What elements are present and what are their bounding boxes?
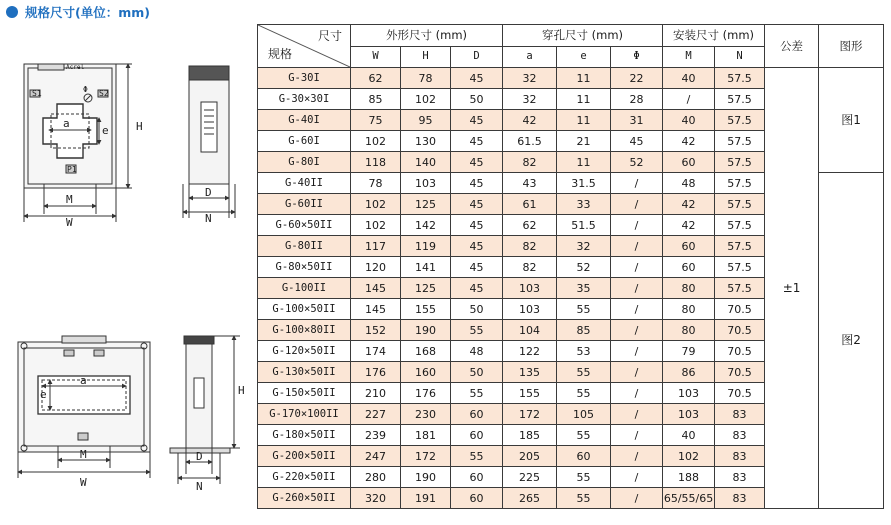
value-cell: 45: [451, 152, 503, 173]
value-cell: 239: [351, 425, 401, 446]
figure-2-cell: 图2: [819, 173, 884, 509]
value-cell: 141: [401, 257, 451, 278]
model-cell: G-260×50II: [258, 488, 351, 509]
value-cell: 70.5: [715, 320, 765, 341]
value-cell: 174: [351, 341, 401, 362]
value-cell: 11: [557, 152, 611, 173]
value-cell: 11: [557, 68, 611, 89]
value-cell: 210: [351, 383, 401, 404]
value-cell: 102: [351, 215, 401, 236]
value-cell: 120: [351, 257, 401, 278]
value-cell: /: [611, 299, 663, 320]
model-cell: G-100II: [258, 278, 351, 299]
value-cell: 79: [663, 341, 715, 362]
value-cell: 45: [451, 131, 503, 152]
value-cell: 82: [503, 257, 557, 278]
model-cell: G-30×30I: [258, 89, 351, 110]
value-cell: 145: [351, 278, 401, 299]
value-cell: 80: [663, 299, 715, 320]
M-label-2: M: [80, 448, 87, 461]
value-cell: 45: [611, 131, 663, 152]
value-cell: 247: [351, 446, 401, 467]
H-label: H: [136, 120, 143, 133]
value-cell: 45: [451, 194, 503, 215]
value-cell: 11: [557, 110, 611, 131]
value-cell: 185: [503, 425, 557, 446]
col-H: H: [401, 46, 451, 68]
s2-label: S2: [99, 89, 109, 98]
value-cell: 45: [451, 236, 503, 257]
value-cell: 50: [451, 362, 503, 383]
value-cell: 45: [451, 68, 503, 89]
value-cell: 50: [451, 299, 503, 320]
model-cell: G-80×50II: [258, 257, 351, 278]
value-cell: 55: [557, 425, 611, 446]
value-cell: 102: [351, 131, 401, 152]
value-cell: 85: [351, 89, 401, 110]
value-cell: 82: [503, 236, 557, 257]
value-cell: 48: [451, 341, 503, 362]
value-cell: 53: [557, 341, 611, 362]
value-cell: 172: [503, 404, 557, 425]
value-cell: 57.5: [715, 215, 765, 236]
model-cell: G-60II: [258, 194, 351, 215]
value-cell: 86: [663, 362, 715, 383]
value-cell: 320: [351, 488, 401, 509]
col-e: e: [557, 46, 611, 68]
value-cell: 32: [557, 236, 611, 257]
value-cell: /: [611, 341, 663, 362]
value-cell: 55: [451, 383, 503, 404]
value-cell: 83: [715, 425, 765, 446]
value-cell: 95: [401, 110, 451, 131]
value-cell: 70.5: [715, 299, 765, 320]
corner-header-cell: [258, 25, 351, 68]
value-cell: 55: [557, 467, 611, 488]
value-cell: 61.5: [503, 131, 557, 152]
dimension-drawings: [0, 0, 258, 521]
value-cell: 31: [611, 110, 663, 131]
figure2-side-view: [170, 336, 240, 484]
value-cell: 145: [351, 299, 401, 320]
value-cell: 102: [351, 194, 401, 215]
col-D: D: [451, 46, 503, 68]
tolerance-cell: ±1: [765, 68, 819, 509]
model-cell: G-100×80II: [258, 320, 351, 341]
N-label-1: N: [205, 212, 212, 225]
figure-header: 图形: [819, 25, 884, 68]
model-cell: G-170×100II: [258, 404, 351, 425]
model-cell: G-120×50II: [258, 341, 351, 362]
value-cell: 62: [503, 215, 557, 236]
value-cell: 176: [401, 383, 451, 404]
value-cell: 65/55/65: [663, 488, 715, 509]
value-cell: 45: [451, 110, 503, 131]
value-cell: 103: [401, 173, 451, 194]
value-cell: 190: [401, 320, 451, 341]
model-cell: G-220×50II: [258, 467, 351, 488]
model-cell: G-40II: [258, 173, 351, 194]
e-label: e: [102, 124, 109, 137]
D-label-2: D: [196, 450, 203, 463]
figure1-front-view: [24, 64, 132, 222]
value-cell: 172: [401, 446, 451, 467]
corner-top-label: 尺寸: [317, 29, 342, 43]
outer-dim-header: 外形尺寸 (mm): [351, 25, 503, 47]
value-cell: 155: [503, 383, 557, 404]
spec-table-body: [258, 68, 884, 509]
value-cell: 60: [451, 425, 503, 446]
M-label: M: [66, 193, 73, 206]
value-cell: 28: [611, 89, 663, 110]
figure-1-cell: 图1: [819, 68, 884, 173]
value-cell: 104: [503, 320, 557, 341]
spec-table: [257, 24, 884, 509]
value-cell: 45: [451, 215, 503, 236]
value-cell: 102: [401, 89, 451, 110]
D-label-1: D: [205, 186, 212, 199]
value-cell: 119: [401, 236, 451, 257]
value-cell: 55: [557, 383, 611, 404]
H-label-2: H: [238, 384, 245, 397]
value-cell: 80: [663, 278, 715, 299]
value-cell: 40: [663, 425, 715, 446]
value-cell: 60: [557, 446, 611, 467]
value-cell: 60: [663, 152, 715, 173]
value-cell: /: [611, 362, 663, 383]
value-cell: 191: [401, 488, 451, 509]
value-cell: 152: [351, 320, 401, 341]
value-cell: 57.5: [715, 194, 765, 215]
value-cell: 62: [351, 68, 401, 89]
value-cell: 70.5: [715, 341, 765, 362]
value-cell: 48: [663, 173, 715, 194]
value-cell: /: [611, 236, 663, 257]
model-cell: G-80II: [258, 236, 351, 257]
model-cell: G-80I: [258, 152, 351, 173]
value-cell: 45: [451, 278, 503, 299]
value-cell: 188: [663, 467, 715, 488]
value-cell: 45: [451, 173, 503, 194]
value-cell: /: [611, 194, 663, 215]
value-cell: /: [611, 425, 663, 446]
hole-dim-header: 穿孔尺寸 (mm): [503, 25, 663, 47]
value-cell: 83: [715, 488, 765, 509]
value-cell: 42: [663, 215, 715, 236]
value-cell: 83: [715, 467, 765, 488]
value-cell: 32: [503, 89, 557, 110]
value-cell: 57.5: [715, 110, 765, 131]
value-cell: /: [611, 383, 663, 404]
value-cell: 42: [503, 110, 557, 131]
value-cell: /: [611, 173, 663, 194]
value-cell: 160: [401, 362, 451, 383]
s1-label: S1: [32, 89, 42, 98]
W-label-2: W: [80, 476, 87, 489]
value-cell: 57.5: [715, 89, 765, 110]
value-cell: 31.5: [557, 173, 611, 194]
value-cell: 135: [503, 362, 557, 383]
value-cell: 83: [715, 446, 765, 467]
value-cell: 33: [557, 194, 611, 215]
value-cell: 190: [401, 467, 451, 488]
value-cell: 42: [663, 194, 715, 215]
value-cell: 205: [503, 446, 557, 467]
value-cell: 43: [503, 173, 557, 194]
model-cell: G-200×50II: [258, 446, 351, 467]
a-label: a: [63, 117, 70, 130]
model-cell: G-30I: [258, 68, 351, 89]
model-cell: G-150×50II: [258, 383, 351, 404]
value-cell: 125: [401, 194, 451, 215]
value-cell: 78: [401, 68, 451, 89]
value-cell: /: [611, 257, 663, 278]
brand-label: Acrel: [66, 64, 85, 71]
value-cell: 118: [351, 152, 401, 173]
phi-label: Φ: [83, 85, 88, 94]
model-cell: G-100×50II: [258, 299, 351, 320]
value-cell: 60: [663, 257, 715, 278]
value-cell: 35: [557, 278, 611, 299]
value-cell: /: [611, 278, 663, 299]
value-cell: /: [611, 446, 663, 467]
value-cell: 57.5: [715, 236, 765, 257]
value-cell: 60: [451, 404, 503, 425]
value-cell: /: [611, 488, 663, 509]
value-cell: 11: [557, 89, 611, 110]
a-label-2: a: [80, 374, 87, 387]
col-a: a: [503, 46, 557, 68]
value-cell: 55: [557, 488, 611, 509]
value-cell: 70.5: [715, 383, 765, 404]
value-cell: 102: [663, 446, 715, 467]
value-cell: 57.5: [715, 131, 765, 152]
value-cell: 57.5: [715, 152, 765, 173]
value-cell: 52: [611, 152, 663, 173]
value-cell: 55: [451, 320, 503, 341]
N-label-2: N: [196, 480, 203, 493]
value-cell: 40: [663, 68, 715, 89]
tolerance-header: 公差: [765, 25, 819, 68]
value-cell: 78: [351, 173, 401, 194]
model-cell: G-180×50II: [258, 425, 351, 446]
value-cell: 155: [401, 299, 451, 320]
value-cell: /: [611, 404, 663, 425]
value-cell: 140: [401, 152, 451, 173]
value-cell: 227: [351, 404, 401, 425]
value-cell: 57.5: [715, 173, 765, 194]
section-title: 规格尺寸(单位：mm): [25, 5, 150, 20]
value-cell: /: [611, 215, 663, 236]
table-row: [258, 68, 884, 89]
value-cell: 57.5: [715, 278, 765, 299]
value-cell: 225: [503, 467, 557, 488]
value-cell: 57.5: [715, 257, 765, 278]
value-cell: 105: [557, 404, 611, 425]
model-cell: G-40I: [258, 110, 351, 131]
corner-bottom-label: 规格: [268, 47, 293, 61]
model-cell: G-60×50II: [258, 215, 351, 236]
install-dim-header: 安装尺寸 (mm): [663, 25, 765, 47]
value-cell: 52: [557, 257, 611, 278]
model-cell: G-130×50II: [258, 362, 351, 383]
value-cell: 80: [663, 320, 715, 341]
value-cell: 55: [451, 446, 503, 467]
value-cell: 75: [351, 110, 401, 131]
value-cell: 50: [451, 89, 503, 110]
value-cell: 57.5: [715, 68, 765, 89]
value-cell: 82: [503, 152, 557, 173]
model-cell: G-60I: [258, 131, 351, 152]
value-cell: /: [663, 89, 715, 110]
value-cell: 60: [663, 236, 715, 257]
W-label: W: [66, 216, 73, 229]
value-cell: 117: [351, 236, 401, 257]
value-cell: 103: [503, 278, 557, 299]
value-cell: 142: [401, 215, 451, 236]
value-cell: 70.5: [715, 362, 765, 383]
value-cell: 51.5: [557, 215, 611, 236]
value-cell: 45: [451, 257, 503, 278]
value-cell: /: [611, 320, 663, 341]
col-W: W: [351, 46, 401, 68]
value-cell: /: [611, 467, 663, 488]
value-cell: 103: [663, 383, 715, 404]
col-M: M: [663, 46, 715, 68]
value-cell: 130: [401, 131, 451, 152]
e-label-2: e: [40, 388, 47, 401]
value-cell: 280: [351, 467, 401, 488]
value-cell: 40: [663, 110, 715, 131]
value-cell: 55: [557, 362, 611, 383]
value-cell: 85: [557, 320, 611, 341]
value-cell: 103: [663, 404, 715, 425]
value-cell: 103: [503, 299, 557, 320]
value-cell: 61: [503, 194, 557, 215]
value-cell: 176: [351, 362, 401, 383]
value-cell: 42: [663, 131, 715, 152]
p1-label: P1: [67, 165, 77, 174]
value-cell: 22: [611, 68, 663, 89]
value-cell: 60: [451, 488, 503, 509]
value-cell: 168: [401, 341, 451, 362]
value-cell: 55: [557, 299, 611, 320]
col-phi: Φ: [611, 46, 663, 68]
col-N: N: [715, 46, 765, 68]
value-cell: 230: [401, 404, 451, 425]
value-cell: 125: [401, 278, 451, 299]
value-cell: 181: [401, 425, 451, 446]
value-cell: 32: [503, 68, 557, 89]
value-cell: 122: [503, 341, 557, 362]
value-cell: 83: [715, 404, 765, 425]
value-cell: 60: [451, 467, 503, 488]
value-cell: 21: [557, 131, 611, 152]
value-cell: 265: [503, 488, 557, 509]
